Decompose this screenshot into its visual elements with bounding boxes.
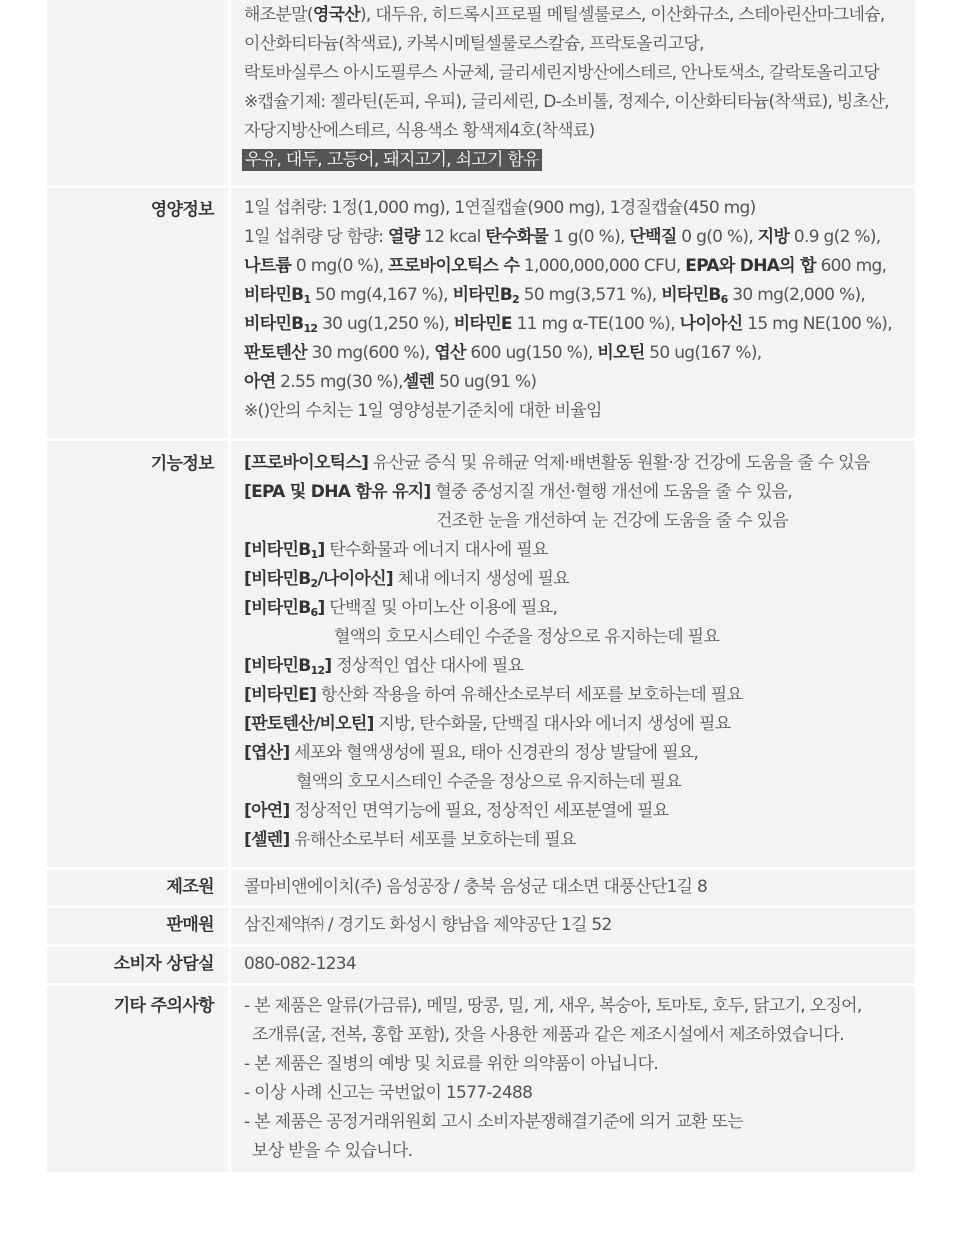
caution-line: - 본 제품은 질병의 예방 및 치료를 위한 의약품이 아닙니다.	[244, 1054, 659, 1074]
function-line: [아연] 정상적인 면역기능에 필요, 정상적인 세포분열에 필요	[244, 801, 669, 821]
caution-row	[47, 986, 915, 1175]
function-line: [판토텐산/비오틴] 지방, 탄수화물, 단백질 대사와 에너지 생성에 필요	[244, 714, 731, 734]
caution-line: - 본 제품은 공정거래위원회 고시 소비자분쟁해결기준에 의거 교환 또는	[244, 1112, 744, 1132]
ingredient-line: ※캡슐기제: 젤라틴(돈피, 우피), 글리세린, D-소비톨, 정제수, 이산화티타늄(착색료), 빙초산,	[244, 92, 889, 112]
ingredient-line: 자당지방산에스테르, 식용색소 황색제4호(착색료)	[244, 121, 595, 141]
nutrition-note: ※()안의 수치는 1일 영양성분기준치에 대한 비율임	[244, 401, 602, 421]
function-line: [비타민$B_2/$나이아신] 체내 에너지 생성에 필요	[244, 569, 569, 590]
function-row	[47, 441, 915, 870]
seller-cell: 삼진제약㈜ / 경기도 화성시 향남읍 제약공단 1길 52	[231, 908, 915, 944]
seller-row	[47, 908, 915, 947]
function-line: [비타민$B_{12}$] 정상적인 엽산 대사에 필요	[244, 656, 524, 677]
consult-row	[47, 947, 915, 986]
function-line: [셀렌] 유해산소로부터 세포를 보호하는데 필요	[244, 830, 576, 850]
nutrition-cell	[231, 188, 915, 438]
ingredients-row	[47, 0, 915, 188]
function-line: [비타민E] 항산화 작용을 하여 유해산소로부터 세포를 보호하는데 필요	[244, 685, 743, 705]
function-line: 혈액의 호모시스테인 수준을 정상으로 유지하는데 필요	[334, 627, 720, 647]
caution-line: 조개류(굴, 전복, 홍합 포함), 잣을 사용한 제품과 같은 제조시설에서 제조하였습니다.	[252, 1025, 844, 1045]
caution-cell	[231, 986, 915, 1172]
function-line: [프로바이오틱스] 유산균 증식 및 유해균 억제·배변활동 원활·장 건강에 도움을 줄 수 있음	[244, 453, 870, 473]
caution-line: - 본 제품은 알류(가금류), 메밀, 땅콩, 밀, 게, 새우, 복숭아, 토마토, 호두, 닭고기, 오징어,	[244, 996, 862, 1016]
function-line: [EPA 및 DHA 함유 유지] 혈중 중성지질 개선·혈행 개선에 도움을 줄 수 있음,	[244, 482, 793, 502]
consult-phone: 080-082-1234	[244, 954, 357, 974]
allergen-highlight: 우유, 대두, 고등어, 돼지고기, 쇠고기 함유	[242, 149, 542, 171]
manufacturer-cell: 콜마비앤에이치(주) 음성공장 / 충북 음성군 대소면 대풍산단1길 8	[231, 870, 915, 905]
ingredient-line: 락토바실루스 아시도필루스 사균체, 글리세린지방산에스테르, 안나토색소, 갈락토올리고당	[244, 63, 880, 83]
nutrition-header: 영양정보	[47, 188, 228, 438]
nutrition-line: 판토텐산 30 mg(600 %), 엽산 600 ug(150 %), 비오틴 50 ug(167 %),	[244, 343, 762, 363]
function-line: [비타민$B_6$] 단백질 및 아미노산 이용에 필요,	[244, 598, 558, 619]
consult-cell	[231, 947, 915, 983]
ingredients-cell	[231, 0, 915, 185]
nutrition-line: 비타민$B_1$ 50 mg(4,167 %), 비타민$B_2$ 50 mg(3,571 %), 비타민$B_6$ 30 mg(2,000 %),	[244, 285, 866, 306]
caution-line: 보상 받을 수 있습니다.	[252, 1141, 413, 1161]
consult-header: 소비자 상담실	[47, 947, 228, 983]
function-line: [엽산] 세포와 혈액생성에 필요, 태아 신경관의 정상 발달에 필요,	[244, 743, 699, 763]
function-line: 혈액의 호모시스테인 수준을 정상으로 유지하는데 필요	[296, 772, 682, 792]
ingredient-line: 해조분말(영국산), 대두유, 히드록시프로필 메틸셀룰로스, 이산화규소, 스테아린산마그네슘,	[244, 5, 885, 25]
ingredient-line: 이산화티타늄(착색료), 카복시메틸셀룰로스칼슘, 프락토올리고당,	[244, 34, 704, 54]
allergen-line	[244, 146, 909, 175]
nutrition-line: 비타민$B_{12}$ 30 ug(1,250 %), 비타민E 11 mg α-TE(100 %), 나이아신 15 mg NE(100 %),	[244, 314, 892, 335]
caution-header: 기타 주의사항	[47, 986, 228, 1172]
caution-line: - 이상 사례 신고는 국번없이 1577-2488	[244, 1083, 533, 1103]
function-line: [비타민$B_1$] 탄수화물과 에너지 대사에 필요	[244, 540, 548, 561]
seller-header: 판매원	[47, 908, 228, 944]
manufacturer-header: 제조원	[47, 870, 228, 905]
product-info-table	[47, 0, 915, 1175]
nutrition-line: 나트륨 0 mg(0 %), 프로바이오틱스 수 1,000,000,000 CFU, EPA와 DHA의 합 600 mg,	[244, 256, 887, 276]
nutrition-line: 1일 섭취량 당 함량: 열량 12 kcal 탄수화물 1 g(0 %), 단백질 0 g(0 %), 지방 0.9 g(2 %),	[244, 227, 881, 247]
nutrition-line: 아연 2.55 mg(30 %),셀렌 50 ug(91 %)	[244, 372, 537, 392]
manufacturer-row	[47, 870, 915, 908]
function-line: 건조한 눈을 개선하여 눈 건강에 도움을 줄 수 있음	[436, 511, 789, 531]
nutrition-row	[47, 188, 915, 441]
ingredients-header	[47, 0, 228, 185]
serving-size: 1일 섭취량: 1정(1,000 mg), 1연질캡슐(900 mg), 1경질캡슐(450 mg)	[244, 198, 756, 218]
function-cell	[231, 441, 915, 867]
function-header: 기능정보	[47, 441, 228, 867]
